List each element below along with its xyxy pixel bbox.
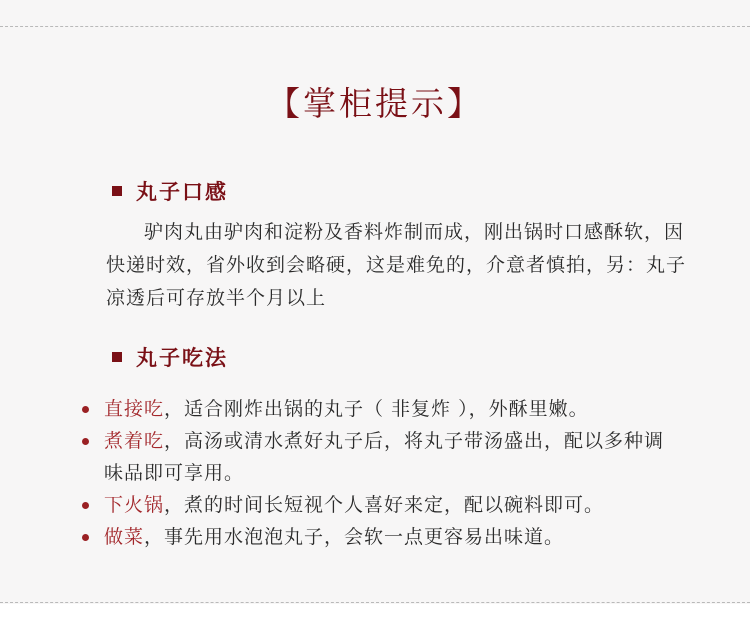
bottom-band — [0, 604, 750, 638]
top-divider — [0, 26, 750, 27]
section-texture-title: 丸子口感 — [136, 179, 228, 204]
square-bullet-icon — [112, 186, 122, 196]
texture-paragraph: 驴肉丸由驴肉和淀粉及香料炸制而成，刚出锅时口感酥软，因快递时效，省外收到会略硬，这是难免的，介意者慎拍，另：丸子凉透后可存放半个月以上 — [106, 221, 687, 309]
tip-method: 下火锅 — [104, 494, 165, 516]
tip-method: 煮着吃 — [104, 430, 165, 452]
tip-method: 做菜 — [104, 526, 145, 548]
square-bullet-icon — [112, 352, 122, 362]
eating-tips-list — [82, 393, 682, 553]
list-item — [82, 425, 682, 489]
dot-bullet-icon — [82, 406, 89, 413]
tip-description: ，事先用水泡泡丸子，会软一点更容易出味道。 — [144, 526, 565, 548]
section-texture-header — [112, 176, 228, 206]
section-eating-title: 丸子吃法 — [136, 345, 228, 370]
tip-method: 直接吃 — [104, 398, 165, 420]
tip-description: ，适合刚炸出锅的丸子（ 非复炸 ），外酥里嫩。 — [164, 398, 589, 420]
tip-description: ，高汤或清水煮好丸子后，将丸子带汤盛出，配以多种调味品即可享用。 — [104, 430, 665, 484]
list-item — [82, 393, 682, 425]
list-item — [82, 489, 682, 521]
dot-bullet-icon — [82, 502, 89, 509]
page-title: 【掌柜提示】 — [267, 84, 483, 123]
section-eating-header — [112, 342, 228, 372]
tip-description: ，煮的时间长短视个人喜好来定，配以碗料即可。 — [164, 494, 605, 516]
dot-bullet-icon — [82, 534, 89, 541]
dot-bullet-icon — [82, 438, 89, 445]
list-item — [82, 521, 682, 553]
bottom-divider — [0, 602, 750, 603]
